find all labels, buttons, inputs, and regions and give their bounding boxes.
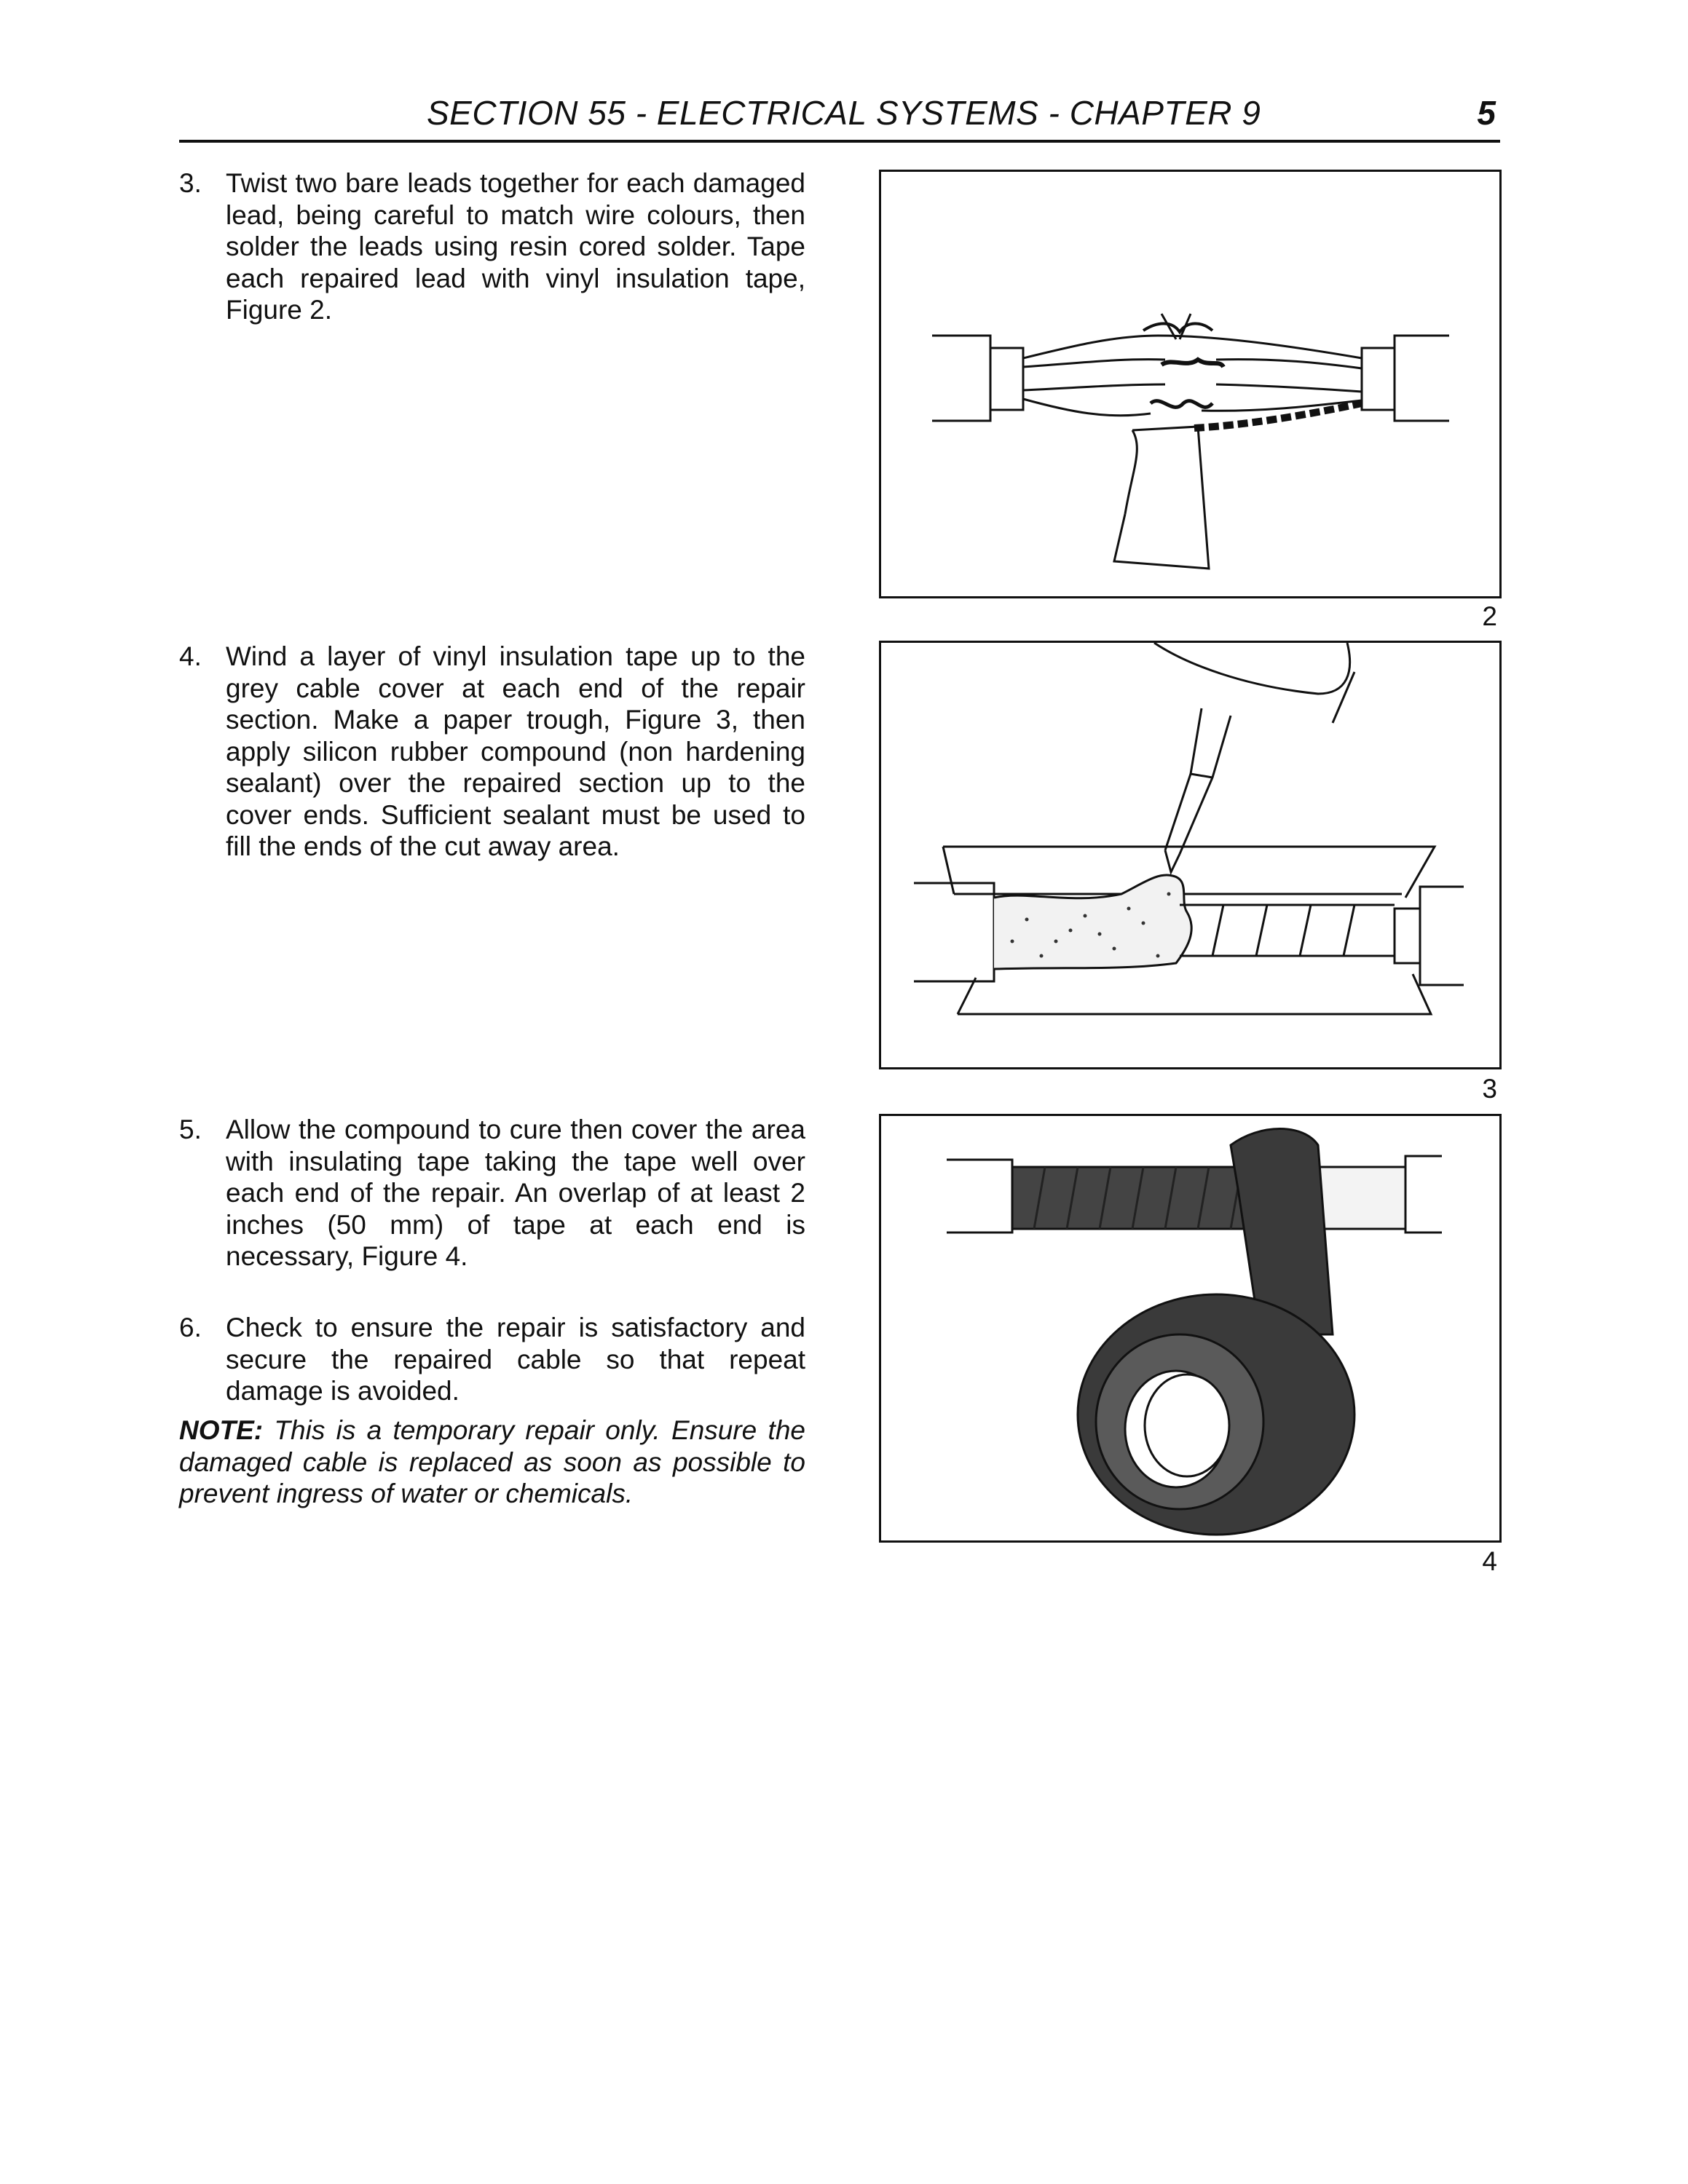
note-label: NOTE: [179,1415,264,1445]
step-6 [179,1312,805,1407]
step-text: Wind a layer of vinyl insulation tape up to the grey cable cover at each end of the repair section. Make a paper trough, Figure 3, then apply silicon rubber compound (non hardening sealant) over the repaired section up to the cover ends. Sufficient sealant must be used to fill the ends of the cut away area. [226,641,805,861]
tape-roll-illustration [881,1116,1499,1540]
note [179,1415,805,1510]
step-text: Check to ensure the repair is satisfactory and secure the repaired cable so that repeat damage is avoided. [226,1313,805,1406]
step-number: 3. [179,168,202,198]
step-5 [179,1114,805,1273]
step-4 [179,641,805,863]
step-number: 6. [179,1313,202,1342]
figure-number: 3 [1482,1074,1497,1104]
figure-2-soldered-leads [879,170,1502,598]
step-number: 4. [179,641,202,671]
step-text: Allow the compound to cure then cover the area with insulating tape taking the tape well over each end of the repair. An overlap of at least 2 inches (50 mm) of tape at each end is necessary, Figure 4. [226,1115,805,1271]
step-number: 5. [179,1115,202,1144]
sealant-application-illustration [881,643,1499,1067]
step-text: Twist two bare leads together for each damaged lead, being careful to match wire colours, then solder the leads using resin cored solder. Tape each repaired lead with vinyl insulation tape, Figure 2. [226,168,805,325]
page-number: 5 [1477,94,1496,132]
section-title: SECTION 55 - ELECTRICAL SYSTEMS - CHAPTER 9 [427,94,1261,132]
soldered-leads-illustration [881,172,1499,596]
note-text: This is a temporary repair only. Ensure the damaged cable is replaced as soon as possible to prevent ingress of water or chemicals. [179,1415,805,1508]
figure-4-tape-roll [879,1114,1502,1543]
figure-number: 2 [1482,601,1497,631]
page-header [179,93,1500,143]
figure-3-sealant-application [879,641,1502,1069]
step-3 [179,167,805,326]
figure-number: 4 [1482,1546,1497,1576]
